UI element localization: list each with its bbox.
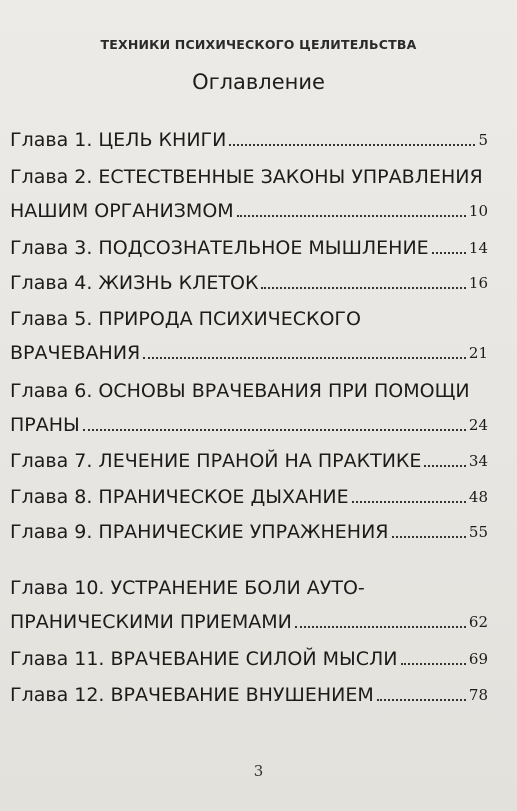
toc-entry[interactable] [10, 369, 488, 437]
dot-leader [237, 215, 466, 217]
toc-entry-title: ВРАЧЕВАНИЯ [10, 342, 141, 364]
toc-entry-line [10, 331, 488, 365]
dot-leader [432, 252, 466, 254]
toc-page-number: 10 [468, 202, 488, 220]
toc-entry-title: Глава 2. ЕСТЕСТВЕННЫЕ ЗАКОНЫ УПРАВЛЕНИЯ [10, 166, 483, 188]
toc-entry-title: НАШИМ ОРГАНИЗМОМ [10, 200, 234, 222]
toc-page-number: 16 [468, 274, 488, 292]
toc-entry-line [10, 189, 488, 223]
dot-leader [83, 429, 466, 431]
toc-entry-title: Глава 12. ВРАЧЕВАНИЕ ВНУШЕНИЕМ [10, 684, 374, 706]
toc-entry-line [10, 637, 488, 671]
toc-entry[interactable] [10, 261, 488, 295]
toc-page-number: 34 [468, 452, 488, 470]
toc-entry-title: Глава 10. УСТРАНЕНИЕ БОЛИ АУТО- [10, 577, 365, 599]
toc-page-number: 55 [468, 523, 488, 541]
toc-entry-line [10, 510, 488, 544]
toc-title: Оглавление [192, 70, 325, 94]
toc-entry[interactable] [10, 673, 488, 707]
toc-page-number: 5 [478, 131, 488, 149]
toc-entry-title: Глава 6. ОСНОВЫ ВРАЧЕВАНИЯ ПРИ ПОМОЩИ [10, 380, 470, 402]
dot-leader [229, 144, 475, 146]
running-head: ТЕХНИКИ ПСИХИЧЕСКОГО ЦЕЛИТЕЛЬСТВА [100, 37, 417, 52]
dot-leader [143, 357, 466, 359]
dot-leader [295, 626, 466, 628]
dot-leader [392, 536, 466, 538]
toc-entry[interactable] [10, 510, 488, 544]
toc-page-number: 14 [468, 239, 488, 257]
dot-leader [424, 465, 466, 467]
toc-page-number: 48 [468, 488, 488, 506]
toc-entry-line [10, 475, 488, 509]
toc-entry-title: Глава 3. ПОДСОЗНАТЕЛЬНОЕ МЫШЛЕНИЕ [10, 237, 429, 259]
toc-entry[interactable] [10, 475, 488, 509]
dot-leader [261, 287, 465, 289]
toc-entry-title: Глава 4. ЖИЗНЬ КЛЕТОК [10, 272, 259, 294]
toc-entry-line [10, 673, 488, 707]
toc-entry-title: ПРАНЫ [10, 414, 80, 436]
dot-leader [401, 663, 466, 665]
toc-entry-line [10, 118, 488, 152]
toc-entry[interactable] [10, 226, 488, 260]
toc-page-number: 62 [468, 613, 488, 631]
dot-leader [377, 699, 466, 701]
toc-entry-line [10, 369, 488, 403]
toc-page-number: 21 [468, 344, 488, 362]
page-number: 3 [253, 762, 264, 780]
toc-entry-line [10, 566, 488, 600]
toc-entry[interactable] [10, 566, 488, 634]
toc-entry[interactable] [10, 155, 488, 223]
toc-entry-title: Глава 7. ЛЕЧЕНИЕ ПРАНОЙ НА ПРАКТИКЕ [10, 450, 422, 472]
toc-page-number: 78 [468, 686, 488, 704]
toc-page-number: 69 [468, 650, 488, 668]
toc-entry[interactable] [10, 637, 488, 671]
toc-entry[interactable] [10, 297, 488, 365]
toc-page-number: 24 [468, 416, 488, 434]
toc-entry-line [10, 155, 488, 189]
toc-entry-title: Глава 1. ЦЕЛЬ КНИГИ [10, 129, 227, 151]
toc-entry[interactable] [10, 439, 488, 473]
toc-entry-line [10, 439, 488, 473]
toc-entry-line [10, 600, 488, 634]
toc-entry-title: Глава 9. ПРАНИЧЕСКИЕ УПРАЖНЕНИЯ [10, 521, 389, 543]
toc-entry-line [10, 297, 488, 331]
toc-entry[interactable] [10, 118, 488, 152]
toc-entry-line [10, 226, 488, 260]
toc-entry-title: Глава 11. ВРАЧЕВАНИЕ СИЛОЙ МЫСЛИ [10, 648, 398, 670]
toc-entry-title: Глава 8. ПРАНИЧЕСКОЕ ДЫХАНИЕ [10, 486, 349, 508]
toc-entry-title: Глава 5. ПРИРОДА ПСИХИЧЕСКОГО [10, 308, 361, 330]
toc-entry-title: ПРАНИЧЕСКИМИ ПРИЕМАМИ [10, 611, 292, 633]
dot-leader [352, 501, 466, 503]
toc-entry-line [10, 261, 488, 295]
toc-entry-line [10, 403, 488, 437]
